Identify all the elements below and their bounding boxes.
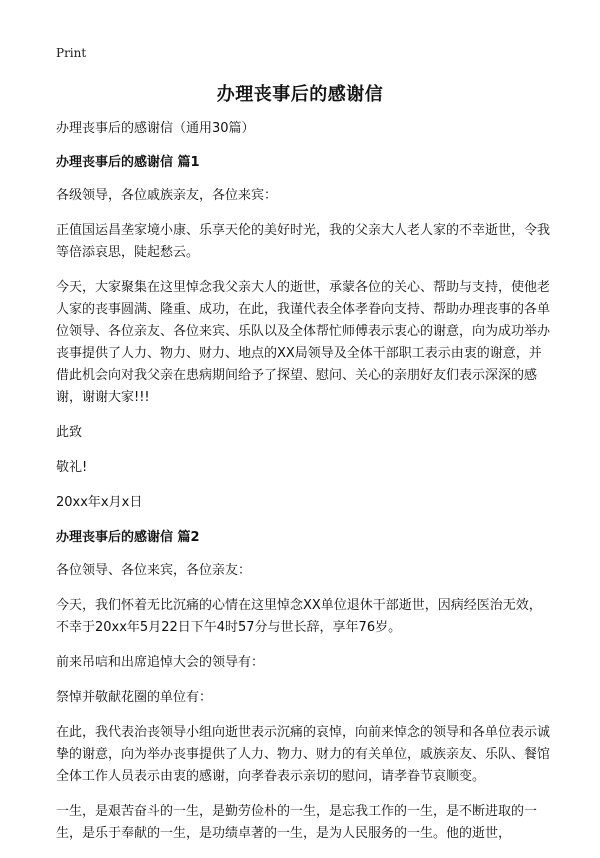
section-1 [56, 152, 552, 514]
paragraph: 此致 [56, 425, 83, 440]
paragraph: 各位领导、各位来宾，各位亲友： [56, 563, 252, 578]
document-body [56, 118, 552, 858]
paragraph: 敬礼! [56, 460, 88, 475]
paragraph: 今天，大家聚集在这里悼念我父亲大人的逝世，承蒙各位的关心、帮助与支持，使他老人家的丧事圆满、隆重、成功，在此，我谨代表全体孝眷向支持、帮助办理丧事的各单位领导、各位亲友、各位来宾、乐队以及全体帮忙师傅表示衷心的谢意，向为成功举办丧事提供了人力、物力、财力、地点的XX局领导及全体干部职工表示由衷的谢意，并借此机会向对我父亲在患病期间给予了探望、慰问、关心的亲朋好友们表示深深的感谢，谢谢大家!!! [56, 280, 551, 405]
paragraph: 今天，我们怀着无比沉痛的心情在这里悼念XX单位退休干部逝世，因病经医治无效，不幸于20xx年5月22日下午4时57分与世长辞，享年76岁。 [56, 598, 542, 635]
paragraph: 前来吊唁和出席追悼大会的领导有： [56, 655, 265, 670]
paragraph: 祭悼并敬献花圈的单位有： [56, 690, 213, 705]
section-heading: 办理丧事后的感谢信 篇1 [56, 155, 200, 170]
paragraph: 正值国运昌垄家境小康、乐享天伦的美好时光，我的父亲大人老人家的不幸逝世，令我等倍添哀思，陡起愁云。 [56, 223, 551, 260]
paragraph: 在此，我代表治丧领导小组向逝世表示沉痛的哀悼，向前来悼念的领导和各单位表示诚挚的谢意，向为举办丧事提供了人力、物力、财力的有关单位，戚族亲友、乐队、餐馆全体工作人员表示由衷的感谢，向孝眷表示亲切的慰问，请孝眷节哀顺变。 [56, 725, 551, 784]
document-title: 办理丧事后的感谢信 [216, 84, 384, 105]
paragraph: 各级领导，各位戚族亲友，各位来宾： [56, 188, 278, 203]
print-link[interactable]: Print [56, 46, 87, 60]
section-heading: 办理丧事后的感谢信 篇2 [56, 530, 200, 545]
date-line: 20xx年x月x日 [56, 495, 143, 510]
section-2 [56, 527, 552, 845]
document-subtitle: 办理丧事后的感谢信（通用30篇） [56, 121, 255, 136]
paragraph: 一生，是艰苦奋斗的一生，是勤劳俭朴的一生，是忘我工作的一生，是不断进取的一生，是乐于奉献的一生，是功绩卓著的一生，是为人民服务的一生。他的逝世， [56, 804, 538, 841]
